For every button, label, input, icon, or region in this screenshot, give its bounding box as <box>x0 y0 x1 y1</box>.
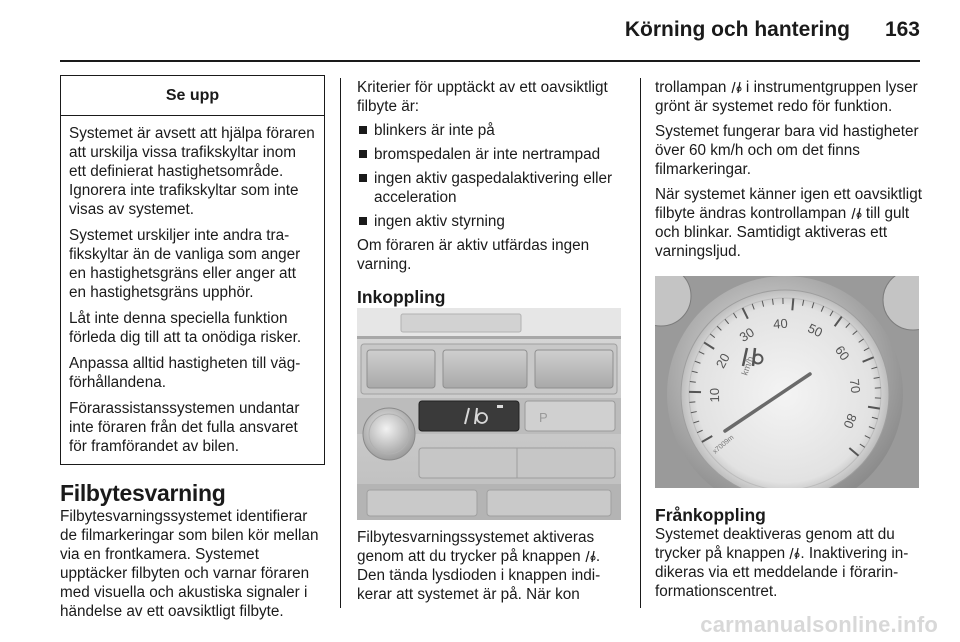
frankoppling-block <box>655 505 923 601</box>
criteria-list <box>357 121 625 231</box>
speedometer-label: 20 <box>712 350 733 371</box>
lane-departure-icon <box>851 207 862 220</box>
warning-box <box>60 75 325 465</box>
inkoppling-caption: Filbytesvarningssystemet aktiveras genom att du trycker på knappen . Den tända lysdioden i knappen indikerar att systemet är på. När kon <box>357 529 601 603</box>
speedometer-tick <box>792 298 793 310</box>
warning-paragraph: Låt inte denna speciella funktion förleda dig till att ta onödiga risker. <box>69 310 302 346</box>
warning-body <box>61 116 324 464</box>
inkoppling-title: Inkoppling <box>357 287 446 307</box>
lane-departure-icon <box>789 547 800 560</box>
speedometer-label: 50 <box>805 320 825 341</box>
warning-paragraph: Systemet är avsett att hjälpa föraren att urskilja vissa trafikskyltar inom ett definierat hastighetsområde. Ignorera inte trafikskyltar som inte visas av systemet. <box>69 125 315 218</box>
speedometer-label: 40 <box>772 315 789 332</box>
speedometer-code: x7009m <box>711 434 736 456</box>
page-number: 163 <box>884 18 920 41</box>
criteria-outro: Om föraren är aktiv utfärdas ingen varning. <box>357 237 590 273</box>
warning-paragraph: Anpassa alltid hastigheten till vägförhållandena. <box>69 355 301 391</box>
warning-paragraph: Systemet urskiljer inte andra trafikskyltar än de vanliga som anger en hastighetsgräns eller anger att en hastighetsgräns upphör. <box>69 227 301 301</box>
bullet-square <box>359 150 367 158</box>
warning-behaviour: När systemet känner igen ett oavsiktligt filbyte ändras kontrollampan till gult och blinkar. Samtidigt aktiveras ett varningsljud. <box>655 186 922 260</box>
svg-text:P: P <box>539 410 548 425</box>
warning-heading: Se upp <box>61 76 324 116</box>
list-item: blinkers är inte på <box>357 121 625 140</box>
speed-requirement: Systemet fungerar bara vid hastigheter över 60 km/h och om det finns filmarkeringar. <box>655 123 919 178</box>
column-divider-2 <box>640 78 641 608</box>
speedometer-tick <box>689 402 695 403</box>
column-2 <box>357 78 625 320</box>
list-item: ingen aktiv gaspedalaktivering eller acceleration <box>357 169 625 207</box>
list-item: ingen aktiv styrning <box>357 212 625 231</box>
dashboard-button-photo <box>357 308 621 520</box>
list-item: bromspedalen är inte nertrampad <box>357 145 625 164</box>
speedometer-label: 10 <box>706 387 723 403</box>
bullet-square <box>359 174 367 182</box>
frankoppling-text: Systemet deaktiveras genom att du trycker på knappen . Inaktivering indikeras via ett meddelande i förarinformationscentret. <box>655 526 909 600</box>
column-divider-1 <box>340 78 341 608</box>
criteria-intro: Kriterier för upptäckt av ett oavsiktligt filbyte är: <box>357 79 608 115</box>
frankoppling-title: Frånkoppling <box>655 505 766 525</box>
speedometer-unit: km/h <box>739 354 756 377</box>
watermark: carmanualsonline.info <box>700 612 938 637</box>
section-title: Filbytesvarning <box>60 480 226 506</box>
page-header <box>0 0 960 60</box>
header-rule <box>60 60 920 62</box>
speedometer-label: 80 <box>840 411 860 431</box>
column-3 <box>655 78 923 267</box>
inkoppling-continued: trollampan i instrumentgruppen lyser grönt är systemet redo för funktion. <box>655 79 918 115</box>
lane-departure-icon <box>585 550 596 563</box>
lane-departure-icon <box>731 81 742 94</box>
speedometer-label: 70 <box>846 377 864 395</box>
speedometer-label: 30 <box>736 324 757 345</box>
speedometer-label: 60 <box>832 342 853 364</box>
speedometer-photo <box>655 276 919 488</box>
bullet-square <box>359 126 367 134</box>
column-1 <box>60 75 325 627</box>
page-title: Körning och hantering <box>624 18 850 41</box>
bullet-square <box>359 217 367 225</box>
warning-paragraph: Förarassistanssystemen undantar inte föraren från det fulla ansvaret för framförandet av bilen. <box>69 400 300 455</box>
section-intro: Filbytesvarningssystemet identifierar de filmarkeringar som bilen kör mellan via en frontkamera. Systemet upptäcker filbyten och varnar föraren med visuella och akustiska signaler i händelse av ett oavsiktligt filbyte. <box>60 508 319 620</box>
